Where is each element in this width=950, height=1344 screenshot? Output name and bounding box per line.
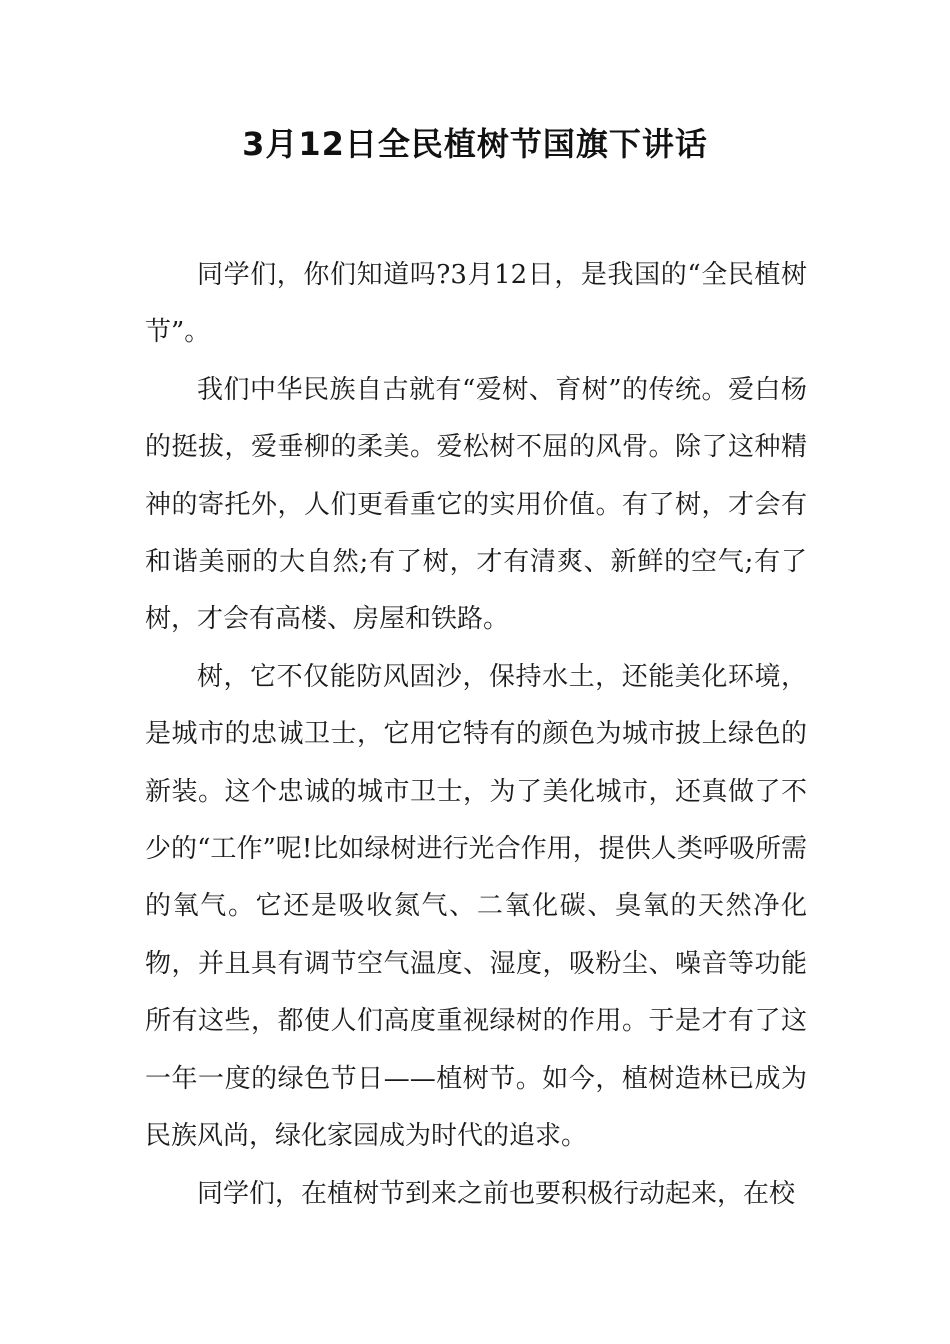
paragraph-3: 树，它不仅能防风固沙，保持水土，还能美化环境，是城市的忠诚卫士，它用它特有的颜色为城市披上绿色的新装。这个忠诚的城市卫士，为了美化城市，还真做了不少的“工作”呢!比如绿树进行光合作用，提供人类呼吸所需的氧气。它还是吸收氮气、二氧化碳、臭氧的天然净化物，并且具有调节空气温度、湿度，吸粉尘、噪音等功能所有这些，都使人们高度重视绿树的作用。于是才有了这一年一度的绿色节日——植树节。如今，植树造林已成为民族风尚，绿化家园成为时代的追求。	[145, 661, 807, 1152]
document-body	[145, 247, 807, 1223]
paragraph-1: 同学们，你们知道吗?3月12日，是我国的“全民植树节”。	[145, 260, 807, 348]
document-title: 3月12日全民植树节国旗下讲话	[242, 125, 708, 163]
paragraph-4: 同学们，在植树节到来之前也要积极行动起来，在校	[197, 1178, 796, 1209]
paragraph-2: 我们中华民族自古就有“爱树、育树”的传统。爱白杨的挺拔，爱垂柳的柔美。爱松树不屈的风骨。除了这种精神的寄托外，人们更看重它的实用价值。有了树，才会有和谐美丽的大自然;有了树，才有清爽、新鲜的空气;有了树，才会有高楼、房屋和铁路。	[145, 374, 807, 635]
